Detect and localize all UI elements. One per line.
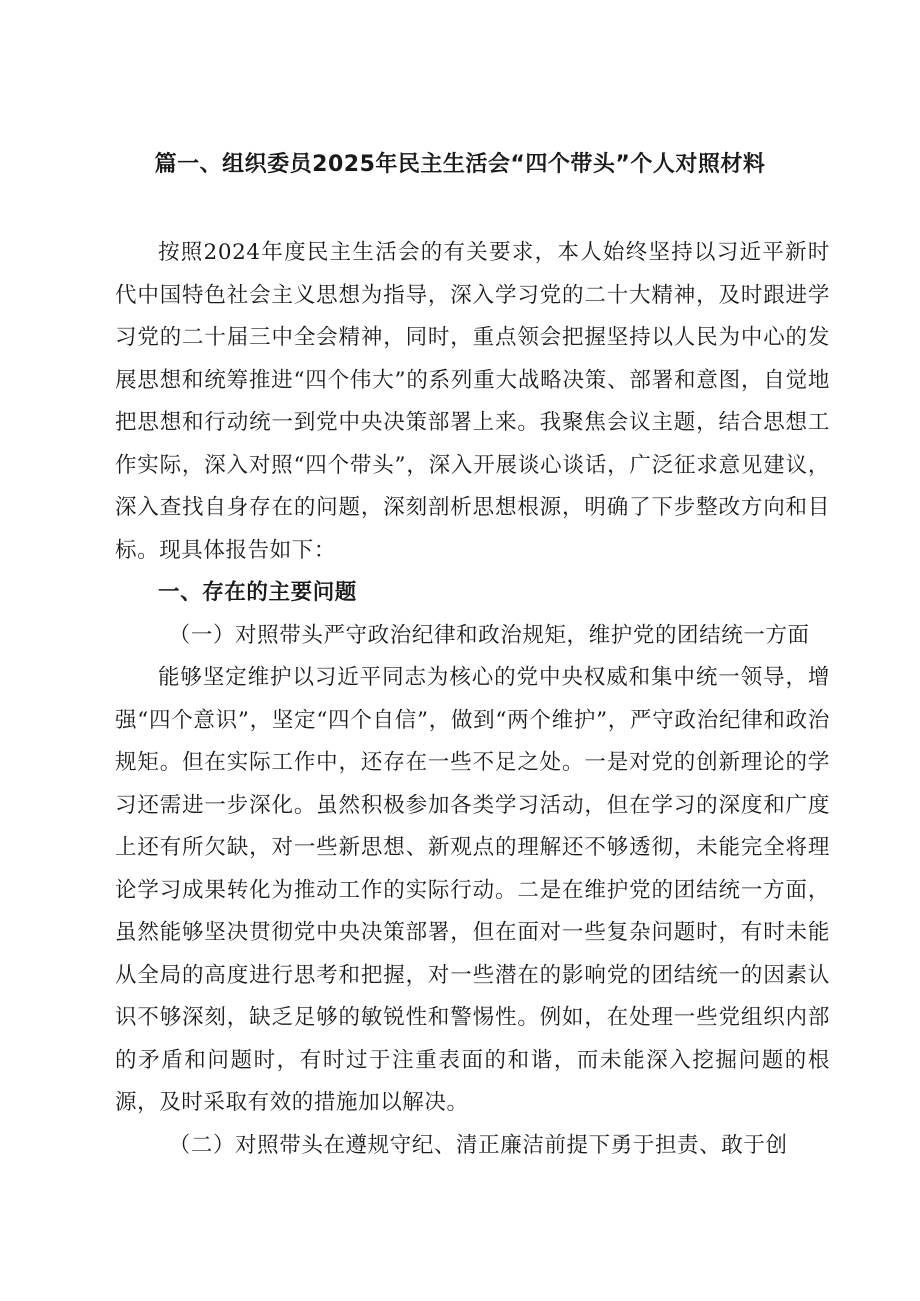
- document-body: [115, 232, 830, 1167]
- subsection-heading-2: （二）对照带头在遵规守纪、清正廉洁前提下勇于担责、敢于创: [168, 1132, 788, 1158]
- intro-paragraph: 按照2024年度民主生活会的有关要求，本人始终坚持以习近平新时代中国特色社会主义思想为指导，深入学习党的二十大精神，及时跟进学习党的二十届三中全会精神，同时，重点领会把握坚持以人民为中心的发展思想和统筹推进“四个伟大”的系列重大战略决策、部署和意图，自觉地把思想和行动统一到党中央决策部署上来。我聚焦会议主题，结合思想工作实际，深入对照“四个带头”，深入开展谈心谈话，广泛征求意见建议，深入查找自身存在的问题，深刻剖析思想根源，明确了下步整改方向和目标。现具体报告如下：: [115, 240, 830, 563]
- subsection-paragraph: 能够坚定维护以习近平同志为核心的党中央权威和集中统一领导，增强“四个意识”，坚定“四个自信”，做到“两个维护”，严守政治纪律和政治规矩。但在实际工作中，还存在一些不足之处。一是对党的创新理论的学习还需进一步深化。虽然积极参加各类学习活动，但在学习的深度和广度上还有所欠缺，对一些新思想、新观点的理解还不够透彻，未能完全将理论学习成果转化为推动工作的实际行动。二是在维护党的团结统一方面，虽然能够坚决贯彻党中央决策部署，但在面对一些复杂问题时，有时未能从全局的高度进行思考和把握，对一些潜在的影响党的团结统一的因素认识不够深刻，缺乏足够的敏锐性和警惕性。例如，在处理一些党组织内部的矛盾和问题时，有时过于注重表面的和谐，而未能深入挖掘问题的根源，及时采取有效的措施加以解决。: [115, 665, 830, 1115]
- document-title: 篇一、组织委员2025年民主生活会“四个带头”个人对照材料: [154, 152, 766, 177]
- subsection-heading: （一）对照带头严守政治纪律和政治规矩，维护党的团结统一⽅面: [168, 622, 810, 648]
- section-heading: 一、存在的主要问题: [158, 580, 357, 605]
